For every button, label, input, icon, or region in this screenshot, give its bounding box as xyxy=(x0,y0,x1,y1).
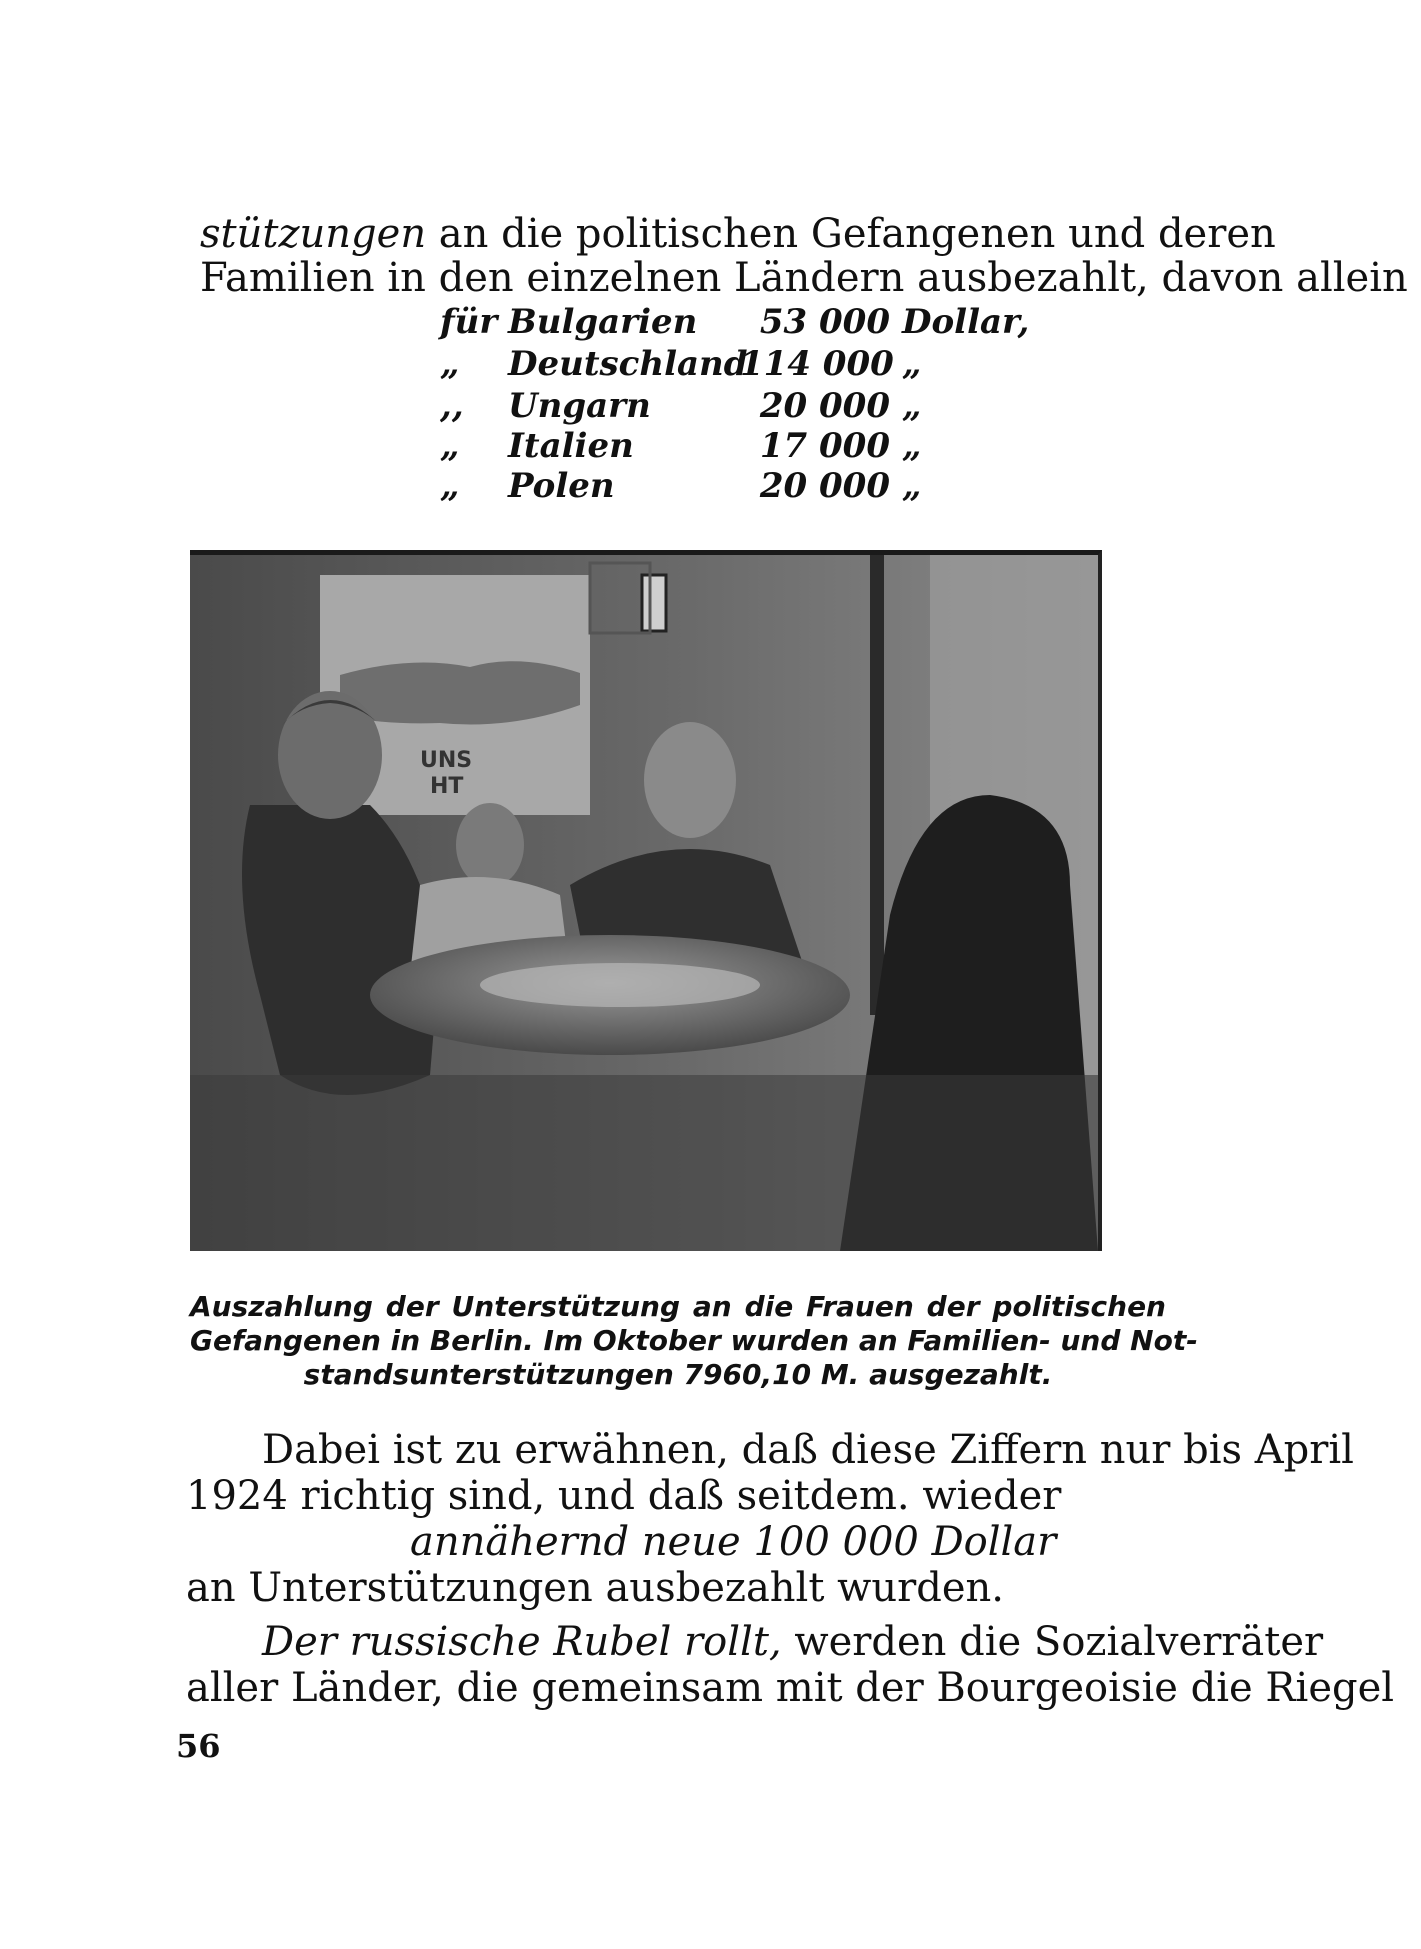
line-text: an die politischen Gefangenen und deren xyxy=(426,211,1276,257)
photograph xyxy=(190,550,1102,1251)
paragraph-line: Familien in den einzelnen Ländern ausbezahlt, davon allein xyxy=(200,255,1408,301)
caption-line: Auszahlung der Unterstützung an die Frauen der politischen xyxy=(190,1290,1166,1323)
row-amount: 53 000 xyxy=(759,302,890,342)
row-prefix: „ xyxy=(440,466,460,506)
poster-map-shape xyxy=(340,661,580,724)
papers-on-table xyxy=(480,963,760,1007)
paragraph-line xyxy=(200,210,1276,258)
wall-picture xyxy=(642,575,666,631)
page-number: 56 xyxy=(176,1727,221,1765)
row-unit: „ xyxy=(902,386,922,426)
paragraph-line: an Unterstützungen ausbezahlt wurden. xyxy=(186,1565,1005,1611)
row-unit: Dollar, xyxy=(902,302,1030,342)
paragraph-line-italic: annähernd neue 100 000 Dollar xyxy=(410,1519,1057,1565)
photo-scene xyxy=(190,555,1098,1251)
italic-phrase: Der russische Rubel rollt, xyxy=(262,1619,782,1665)
row-country: Polen xyxy=(508,466,615,506)
row-unit: „ xyxy=(902,344,922,384)
paragraph-line: 1924 richtig sind, und daß seitdem. wieder xyxy=(186,1473,1062,1519)
standing-woman-head xyxy=(278,691,382,819)
italic-word: stützungen xyxy=(200,211,427,257)
row-country: Deutschland xyxy=(508,344,748,384)
row-amount: 20 000 xyxy=(759,386,890,426)
window-frame xyxy=(870,555,884,1015)
seated-man-head xyxy=(456,803,524,887)
row-country: Ungarn xyxy=(508,386,651,426)
floor xyxy=(190,1075,1098,1251)
row-country: Bulgarien xyxy=(508,302,698,342)
row-unit: „ xyxy=(902,426,922,466)
row-prefix: für xyxy=(440,302,498,342)
row-amount: 114 000 xyxy=(740,344,894,384)
caption-line: Gefangenen in Berlin. Im Oktober wurden an Familien- und Not- xyxy=(190,1324,1198,1357)
man-with-glasses-head xyxy=(644,722,736,838)
row-country: Italien xyxy=(508,426,634,466)
row-unit: „ xyxy=(902,466,922,506)
row-prefix: „ xyxy=(440,426,460,466)
caption-line: standsunterstützungen 7960,10 M. ausgezahlt. xyxy=(303,1358,1053,1391)
paragraph-line: Dabei ist zu erwähnen, daß diese Ziffern nur bis April xyxy=(262,1427,1354,1473)
paragraph-line xyxy=(262,1618,1324,1666)
poster-text: HT xyxy=(430,774,464,799)
row-amount: 20 000 xyxy=(759,466,890,506)
poster-text: UNS xyxy=(420,748,473,773)
paragraph-line: aller Länder, die gemeinsam mit der Bourgeoisie die Riegel xyxy=(186,1665,1395,1711)
line-text: werden die Sozialverräter xyxy=(781,1619,1324,1665)
row-amount: 17 000 xyxy=(759,426,890,466)
row-prefix: „ xyxy=(440,344,460,384)
row-prefix: ,, xyxy=(440,386,464,426)
